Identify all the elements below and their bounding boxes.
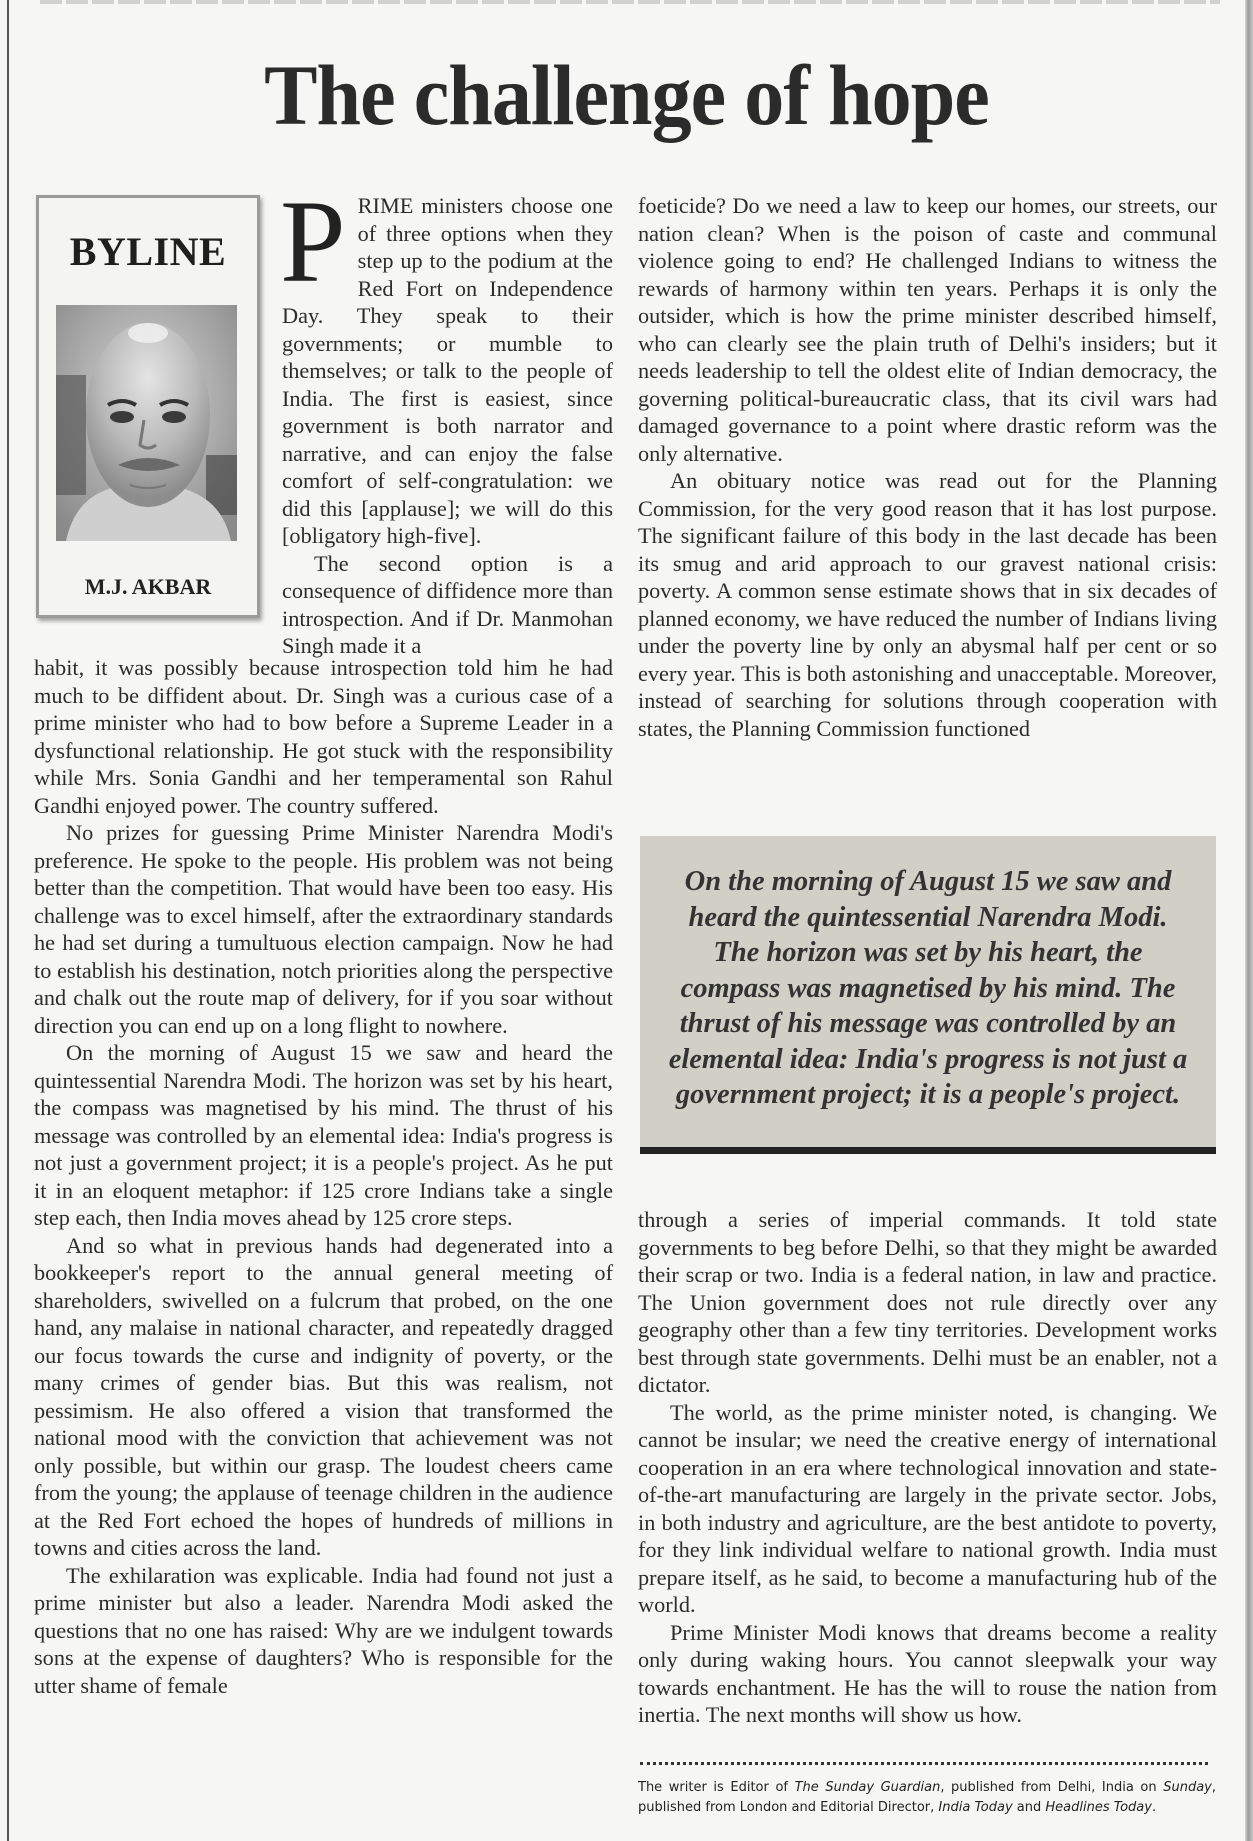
paragraph: RIME ministers choose one of three options when they step up to the podium at the Red Fort on Independence Day. They speak to their governments; or mumble to themselves; or talk to the people of India. The first is easiest, since government is both narrator and narrative, and can enjoy the false comfort of self-congratulation: we did this [applause]; we will do this [obligatory high-five]. — [282, 193, 613, 548]
paragraph: foeticide? Do we need a law to keep our homes, our streets, our nation clean? When is the poison of caste and communal violence going to end? He challenged Indians to witness the rewards of harmony within ten years. Perhaps it is only the outsider, which is how the prime minister described himself, who can clearly see the plain truth of Delhi's insiders; but it needs leadership to tell the oldest elite of Indian democracy, the governing political-bureaucratic class, that its civil wars had damaged governance to a point where drastic reform was the only alternative. — [638, 193, 1217, 466]
credit-text: and — [1012, 1800, 1046, 1815]
author-portrait-icon — [56, 305, 237, 541]
column-2-bottom — [638, 1206, 1217, 1729]
credit-publication: Sunday — [1163, 1780, 1212, 1795]
paragraph: Prime Minister Modi knows that dreams become a reality only during waking hours. You cannot sleepwalk your way towards enchantment. He has the will to rouse the nation from inertia. The next months will show us how. — [638, 1619, 1217, 1727]
page-right-edge — [1245, 0, 1253, 1841]
paragraph: And so what in previous hands had degenerated into a bookkeeper's report to the annual general meeting of shareholders, swivelled on a fulcrum that probed, on the one hand, any malaise in national character, and repeatedly dragged our focus towards the curse and indignity of poverty, or the many crimes of gender bias. But this was realism, not pessimism. He also offered a vision that transformed the national mood with the conviction that achievement was not only possible, but within our grasp. The loudest cheers came from the young; the applause of teenage children in the audience at the Red Fort echoed the hopes of hundreds of millions in towns and cities across the land. — [34, 1232, 613, 1560]
credit-text: , published from Delhi, India on — [940, 1780, 1164, 1795]
page-left-border — [7, 0, 9, 1841]
credit-text: , published from London and Editorial Director, — [638, 1780, 1217, 1815]
credit-publication: The Sunday Guardian — [794, 1780, 941, 1795]
cropped-previous-text-strip — [40, 0, 1220, 4]
pull-quote-text: On the morning of August 15 we saw and heard the quintessential Narendra Modi. The horizon was set by his heart, the compass was magnetised by his mind. The thrust of his message was controlled by an elemental idea: India's progress is not just a government project; it is a people's project. — [668, 866, 1188, 1110]
author-photo — [56, 305, 237, 541]
dotted-divider — [640, 1762, 1208, 1765]
pull-quote — [640, 836, 1216, 1154]
paragraph: On the morning of August 15 we saw and heard the quintessential Narendra Modi. The horizon was set by his heart, the compass was magnetised by his mind. The thrust of his message was controlled by an elemental idea: India's progress is not just a government project; it is a people's project. As he put it in an eloquent metaphor: if 125 crore Indians take a single step each, then India moves ahead by 125 crore steps. — [34, 1040, 613, 1230]
paragraph: habit, it was possibly because introspection told him he had much to be diffident about. Dr. Singh was a curious case of a prime minister who had to bow before a Supreme Leader in a dysfunctional relationship. He got stuck with the responsibility while Mrs. Sonia Gandhi and her temperamental son Rahul Gandhi enjoyed power. The country suffered. — [34, 655, 613, 818]
credit-publication: Headlines Today — [1045, 1800, 1152, 1815]
paragraph: An obituary notice was read out for the Planning Commission, for the very good reason that it has lost purpose. The significant failure of this body in the last decade has been its smug and arid approach to our gravest national crisis: poverty. A common sense estimate shows that in six decades of planned economy, we have reduced the number of Indians living under the poverty line by only an abysmal half per cent or so every year. This is both astonishing and unacceptable. Moreover, instead of searching for solutions through cooperation with states, the Planning Commission functioned — [638, 468, 1217, 741]
paragraph: The exhilaration was explicable. India had found not just a prime minister but also a leader. Narendra Modi asked the questions that no one has raised: Why are we indulgent towards sons at the expense of daughters? Who is responsible for the utter shame of female — [34, 1562, 613, 1698]
headline: The challenge of hope — [264, 47, 989, 143]
byline-label: BYLINE — [69, 229, 227, 274]
author-name: M.J. AKBAR — [84, 574, 212, 599]
author-credit — [638, 1778, 1216, 1818]
drop-cap: P — [280, 176, 346, 307]
paragraph: The world, as the prime minister noted, is changing. We cannot be insular; we need the creative energy of international cooperation in an era where technological innovation and state-of-the-art manufacturing are largely in the private sector. Jobs, in both industry and agriculture, are the best antidote to poverty, for they link individual welfare to national growth. India must prepare itself, as he said, to become a manufacturing hub of the world. — [638, 1399, 1217, 1617]
column-2-top — [638, 192, 1217, 742]
paragraph: The second option is a consequence of diffidence more than introspection. And if Dr. Manmohan Singh made it a — [282, 550, 613, 658]
paragraph: No prizes for guessing Prime Minister Narendra Modi's preference. He spoke to the people. His problem was not being better than the competition. That would have been too easy. His challenge was to excel himself, after the extraordinary standards he had set during a tumultuous election campaign. Now he had to establish his destination, notch priorities along the perspective and chalk out the route map of delivery, for if you soar without direction you can end up on a long flight to nowhere. — [34, 820, 613, 1038]
column-1-bottom — [34, 654, 613, 1699]
credit-text: . — [1151, 1800, 1157, 1815]
paragraph: through a series of imperial commands. It told state governments to beg before Delhi, so that they might be awarded their scrap or two. India is a federal nation, in law and practice. The Union government does not rule directly over any geography other than a few tiny territories. Development works best through state governments. Delhi must be an enabler, not a dictator. — [638, 1207, 1217, 1397]
credit-text: The writer is Editor of — [638, 1780, 795, 1795]
column-1-top — [280, 176, 613, 660]
credit-publication: India Today — [938, 1800, 1013, 1815]
byline-box — [36, 195, 260, 618]
